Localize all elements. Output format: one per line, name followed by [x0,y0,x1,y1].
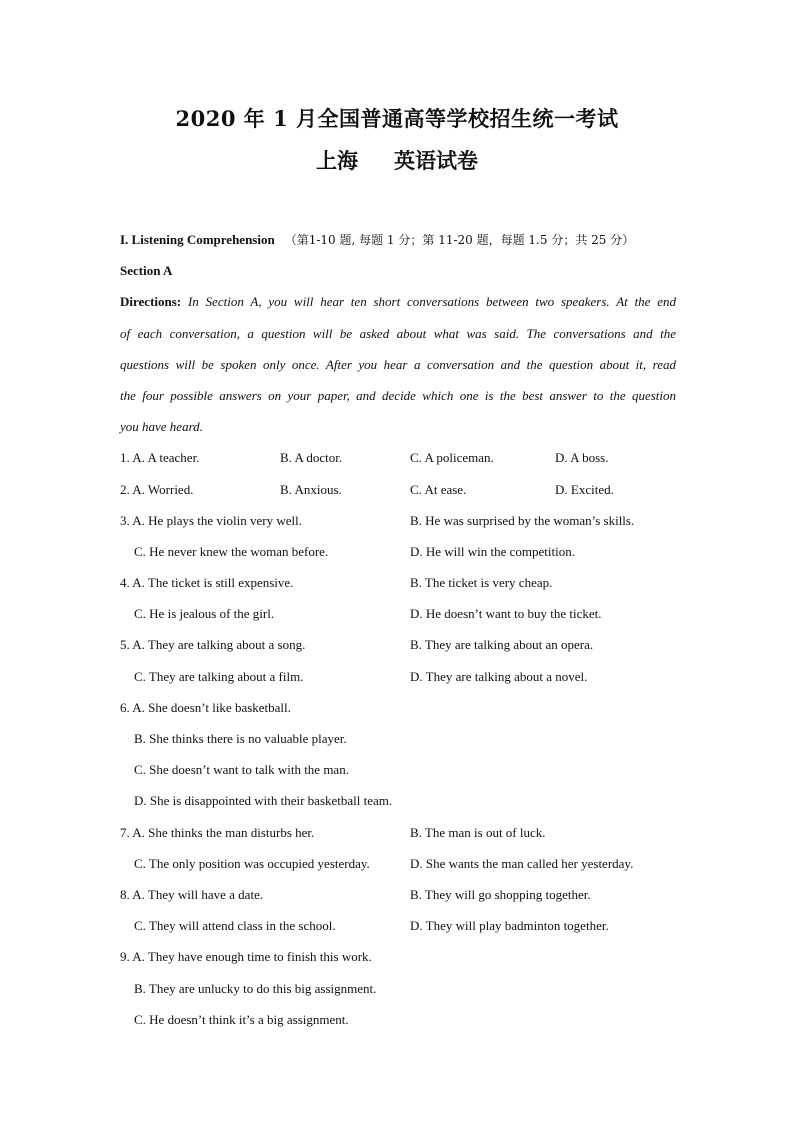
option: B. A doctor. [280,450,343,466]
option: B. She thinks there is no valuable player. [134,731,347,746]
option: C. A policeman. [410,450,494,466]
question-7-cont [120,848,676,879]
option: C. They are talking about a film. [134,668,304,684]
option: B. They will go shopping together. [410,886,591,902]
option: C. He doesn’t think it’s a big assignment. [134,1011,349,1027]
option: 2. A. Worried. [120,481,194,497]
option: B. Anxious. [280,481,342,497]
option: 8. A. They will have a date. [120,886,264,902]
exam-subtitle [0,145,794,175]
question-7 [120,817,676,848]
option: C. They will attend class in the school. [134,918,336,934]
option: 7. A. She thinks the man disturbs her. [120,824,315,840]
option: B. The ticket is very cheap. [410,575,553,591]
option: D. Excited. [555,481,614,497]
question-8 [120,879,676,910]
question-6-cont [120,785,676,816]
question-6 [120,692,676,723]
question-6-cont [120,723,676,754]
option: D. He doesn’t want to buy the ticket. [410,606,602,622]
option: D. He will win the competition. [410,543,576,559]
question-2 [120,474,676,505]
directions-line: questions will be spoken only once. After you hear a conversation and the question about it, read [120,356,676,372]
section-label: Section A [120,263,173,279]
exam-title: 2020 年 1 月全国普通高等学校招生统一考试 [175,106,619,131]
exam-content [120,224,676,1035]
option: D. She is disappointed with their basketball team. [134,793,393,809]
option: B. They are talking about an opera. [410,637,594,653]
option: B. They are unlucky to do this big assignment. [134,980,377,996]
option: 3. A. He plays the violin very well. [120,512,302,528]
question-3 [120,505,676,536]
directions-text: In Section A, you will hear ten short conversations between two speakers. At the end [187,294,677,310]
part-title: I. Listening Comprehension [120,232,275,247]
question-5 [120,629,676,660]
option: C. The only position was occupied yesterday. [134,855,370,871]
option: C. He is jealous of the girl. [134,606,275,622]
option: 4. A. The ticket is still expensive. [120,575,294,591]
option: D. A boss. [555,450,609,466]
question-4-cont [120,598,676,629]
question-9-cont [120,1004,676,1035]
option: 5. A. They are talking about a song. [120,637,306,653]
option: C. At ease. [410,481,467,497]
question-3-cont [120,536,676,567]
option: 6. A. She doesn’t like basketball. [120,699,291,715]
option: B. The man is out of luck. [410,824,546,840]
part-scoring: （第1-10 题, 每题 1 分；第 11-20 题，每题 1.5 分；共 25 分） [284,233,635,247]
option: C. She doesn’t want to talk with the man. [134,762,349,778]
question-9 [120,941,676,972]
directions-line [120,286,676,317]
question-6-cont [120,754,676,785]
subject-label: 英语试卷 [394,148,478,173]
option: 9. A. They have enough time to finish this work. [120,949,372,965]
directions-line: the four possible answers on your paper, and decide which one is the best answer to the question [120,387,676,403]
directions-line: of each conversation, a question will be asked about what was said. The conversations and the [120,325,676,341]
option: D. They are talking about a novel. [410,668,588,684]
question-1 [120,442,676,473]
option: D. They will play badminton together. [410,918,609,934]
directions-line: you have heard. [120,419,203,435]
option: 1. A. A teacher. [120,450,200,466]
section-heading [120,255,676,286]
directions-label: Directions: [120,294,182,310]
part-heading [120,224,676,255]
question-8-cont [120,910,676,941]
region-label: 上海 [316,148,358,173]
option: C. He never knew the woman before. [134,543,329,559]
option: D. She wants the man called her yesterday. [410,855,634,871]
question-9-cont [120,973,676,1004]
question-5-cont [120,661,676,692]
question-4 [120,567,676,598]
option: B. He was surprised by the woman’s skills. [410,512,635,528]
